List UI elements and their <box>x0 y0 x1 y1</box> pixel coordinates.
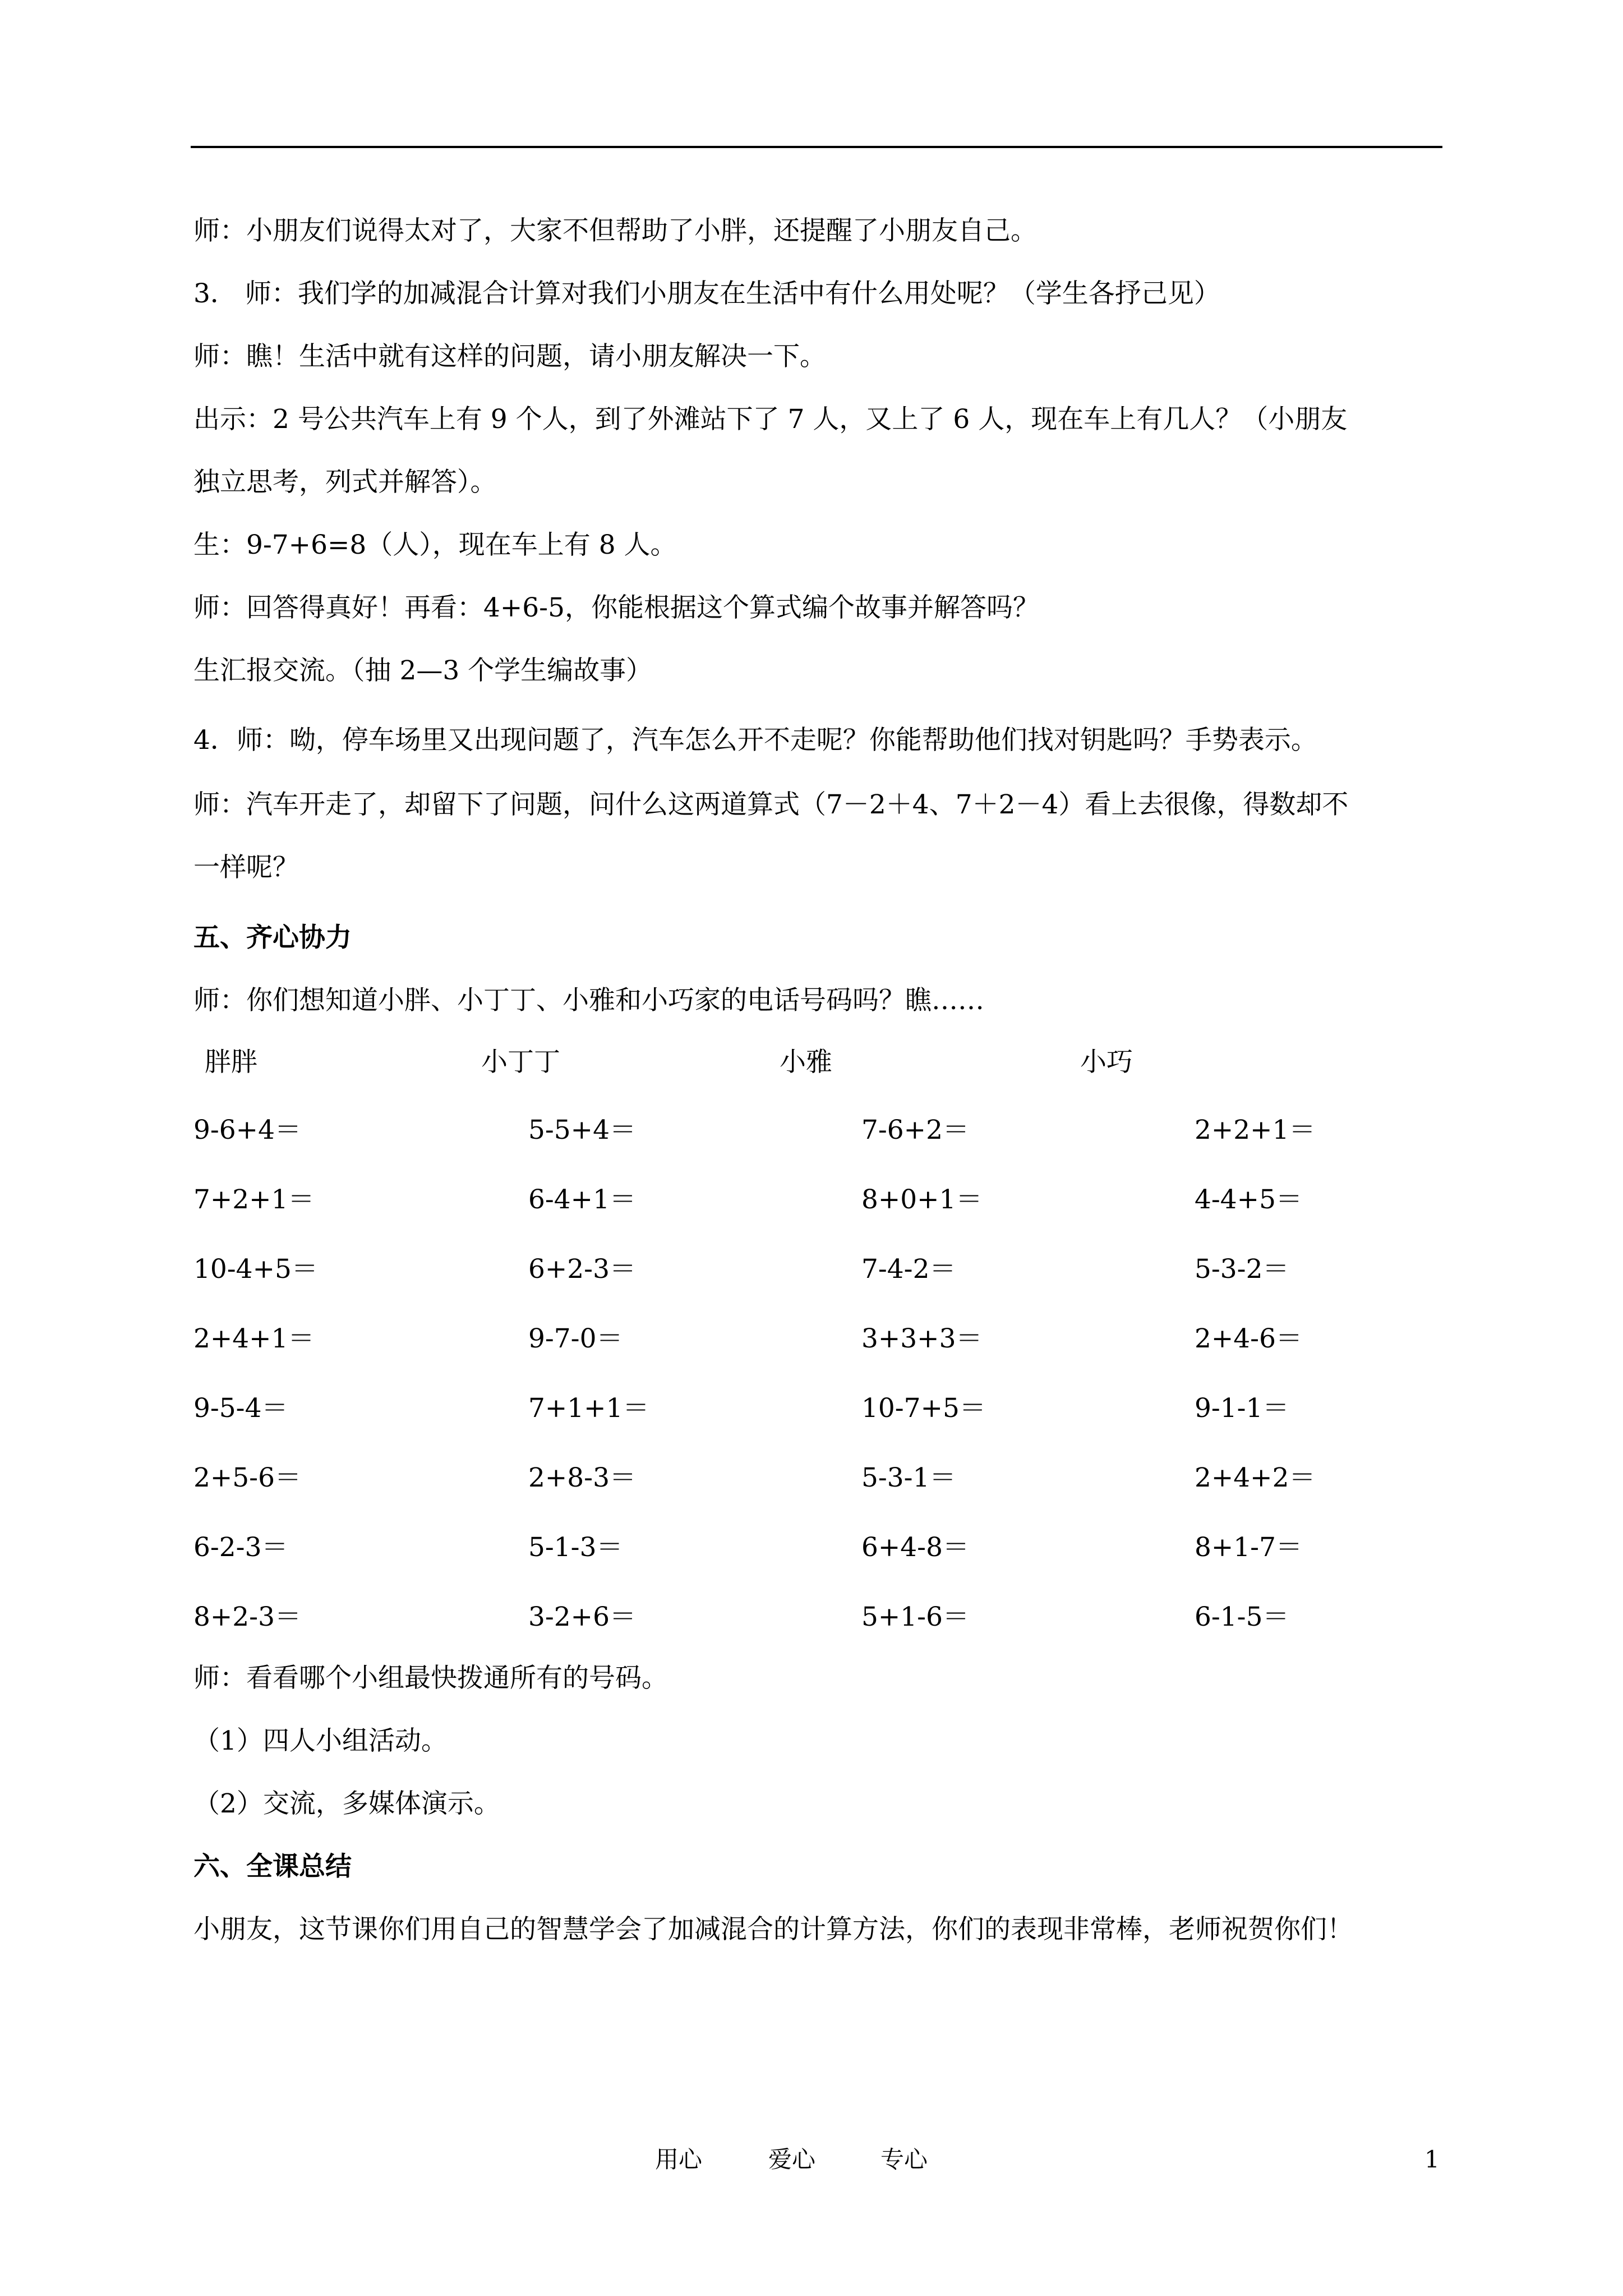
equation-cell-xiaoqiao: 2+2+1＝ <box>1195 1115 1316 1145</box>
equation-cell-xiaoya: 3+3+3＝ <box>861 1323 983 1354</box>
equation-cell-xiaoya: 5-3-1＝ <box>861 1462 956 1493</box>
equation-cell-xiaoqiao: 9-1-1＝ <box>1195 1393 1289 1424</box>
paragraph-10: 师：你们想知道小胖、小丁丁、小雅和小巧家的电话号码吗？瞧…… <box>193 985 984 1016</box>
paragraph-9-line-b: 一样呢？ <box>193 852 299 883</box>
paragraph-1: 师：小朋友们说得太对了，大家不但帮助了小胖，还提醒了小朋友自己。 <box>193 215 1037 246</box>
paragraph-13: （2）交流，多媒体演示。 <box>193 1788 500 1819</box>
equation-cell-xiaoya: 7-6+2＝ <box>861 1115 969 1145</box>
equation-cell-xiaodingding: 7+1+1＝ <box>528 1393 649 1424</box>
equation-cell-pangpang: 10-4+5＝ <box>193 1254 318 1285</box>
page-number: 1 <box>1424 2146 1440 2173</box>
paragraph-12: （1）四人小组活动。 <box>193 1726 448 1756</box>
equation-cell-xiaodingding: 3-2+6＝ <box>528 1602 636 1632</box>
equation-cell-xiaoqiao: 2+4+2＝ <box>1195 1462 1316 1493</box>
footer-motto-2: 爱心 <box>768 2146 816 2173</box>
equation-cell-xiaoqiao: 6-1-5＝ <box>1195 1602 1289 1632</box>
paragraph-3: 师：瞧！生活中就有这样的问题，请小朋友解决一下。 <box>193 341 826 372</box>
equation-cell-xiaoya: 8+0+1＝ <box>861 1184 983 1215</box>
paragraph-4-line-a: 出示：2 号公共汽车上有 9 个人，到了外滩站下了 7 人，又上了 6 人，现在车上有几人？（小朋友 <box>193 404 1348 435</box>
equation-cell-pangpang: 7+2+1＝ <box>193 1184 315 1215</box>
equation-cell-xiaoqiao: 8+1-7＝ <box>1195 1532 1302 1563</box>
paragraph-6: 师：回答得真好！再看：4+6-5，你能根据这个算式编个故事并解答吗？ <box>193 592 1039 623</box>
equation-cell-xiaoqiao: 4-4+5＝ <box>1195 1184 1302 1215</box>
equation-cell-pangpang: 2+5-6＝ <box>193 1462 301 1493</box>
equation-cell-xiaoqiao: 2+4-6＝ <box>1195 1323 1302 1354</box>
column-header-pangpang: 胖胖 <box>205 1047 257 1078</box>
equation-cell-xiaodingding: 6-4+1＝ <box>528 1184 636 1215</box>
paragraph-8: 4．师：呦，停车场里又出现问题了，汽车怎么开不走呢？你能帮助他们找对钥匙吗？手势表示。 <box>193 725 1317 756</box>
equation-cell-pangpang: 6-2-3＝ <box>193 1532 288 1563</box>
equation-cell-xiaodingding: 9-7-0＝ <box>528 1323 623 1354</box>
equation-cell-xiaoya: 5+1-6＝ <box>861 1602 969 1632</box>
paragraph-14: 小朋友，这节课你们用自己的智慧学会了加减混合的计算方法，你们的表现非常棒，老师祝贺你们！ <box>193 1914 1353 1945</box>
header-rule <box>191 146 1442 148</box>
equation-cell-xiaodingding: 2+8-3＝ <box>528 1462 636 1493</box>
column-header-xiaodingding: 小丁丁 <box>481 1047 560 1078</box>
section-heading-5: 五、齐心协力 <box>193 922 352 953</box>
equation-cell-xiaodingding: 5-1-3＝ <box>528 1532 623 1563</box>
column-header-xiaoya: 小雅 <box>780 1047 832 1078</box>
paragraph-2: 3． 师：我们学的加减混合计算对我们小朋友在生活中有什么用处呢？（学生各抒己见） <box>193 278 1220 309</box>
equation-cell-xiaodingding: 6+2-3＝ <box>528 1254 636 1285</box>
paragraph-7: 生汇报交流。（抽 2—3 个学生编故事） <box>193 655 653 686</box>
footer-motto-1: 用心 <box>655 2146 703 2173</box>
footer-motto-3: 专心 <box>880 2146 928 2173</box>
equation-cell-xiaoya: 10-7+5＝ <box>861 1393 986 1424</box>
paragraph-11: 师：看看哪个小组最快拨通所有的号码。 <box>193 1663 668 1694</box>
section-heading-6: 六、全课总结 <box>193 1851 352 1882</box>
equation-cell-pangpang: 2+4+1＝ <box>193 1323 315 1354</box>
equation-cell-xiaoqiao: 5-3-2＝ <box>1195 1254 1289 1285</box>
equation-cell-xiaoya: 7-4-2＝ <box>861 1254 956 1285</box>
equation-cell-pangpang: 9-5-4＝ <box>193 1393 288 1424</box>
equation-cell-pangpang: 8+2-3＝ <box>193 1602 301 1632</box>
equation-cell-xiaodingding: 5-5+4＝ <box>528 1115 636 1145</box>
paragraph-5: 生：9-7+6=8（人），现在车上有 8 人。 <box>193 530 677 560</box>
equation-cell-pangpang: 9-6+4＝ <box>193 1115 301 1145</box>
paragraph-9-line-a: 师：汽车开走了，却留下了问题，问什么这两道算式（7－2＋4、7＋2－4）看上去很像，得数却不 <box>193 789 1349 820</box>
column-header-xiaoqiao: 小巧 <box>1080 1047 1133 1078</box>
paragraph-4-line-b: 独立思考，列式并解答）。 <box>193 467 497 498</box>
equation-cell-xiaoya: 6+4-8＝ <box>861 1532 969 1563</box>
